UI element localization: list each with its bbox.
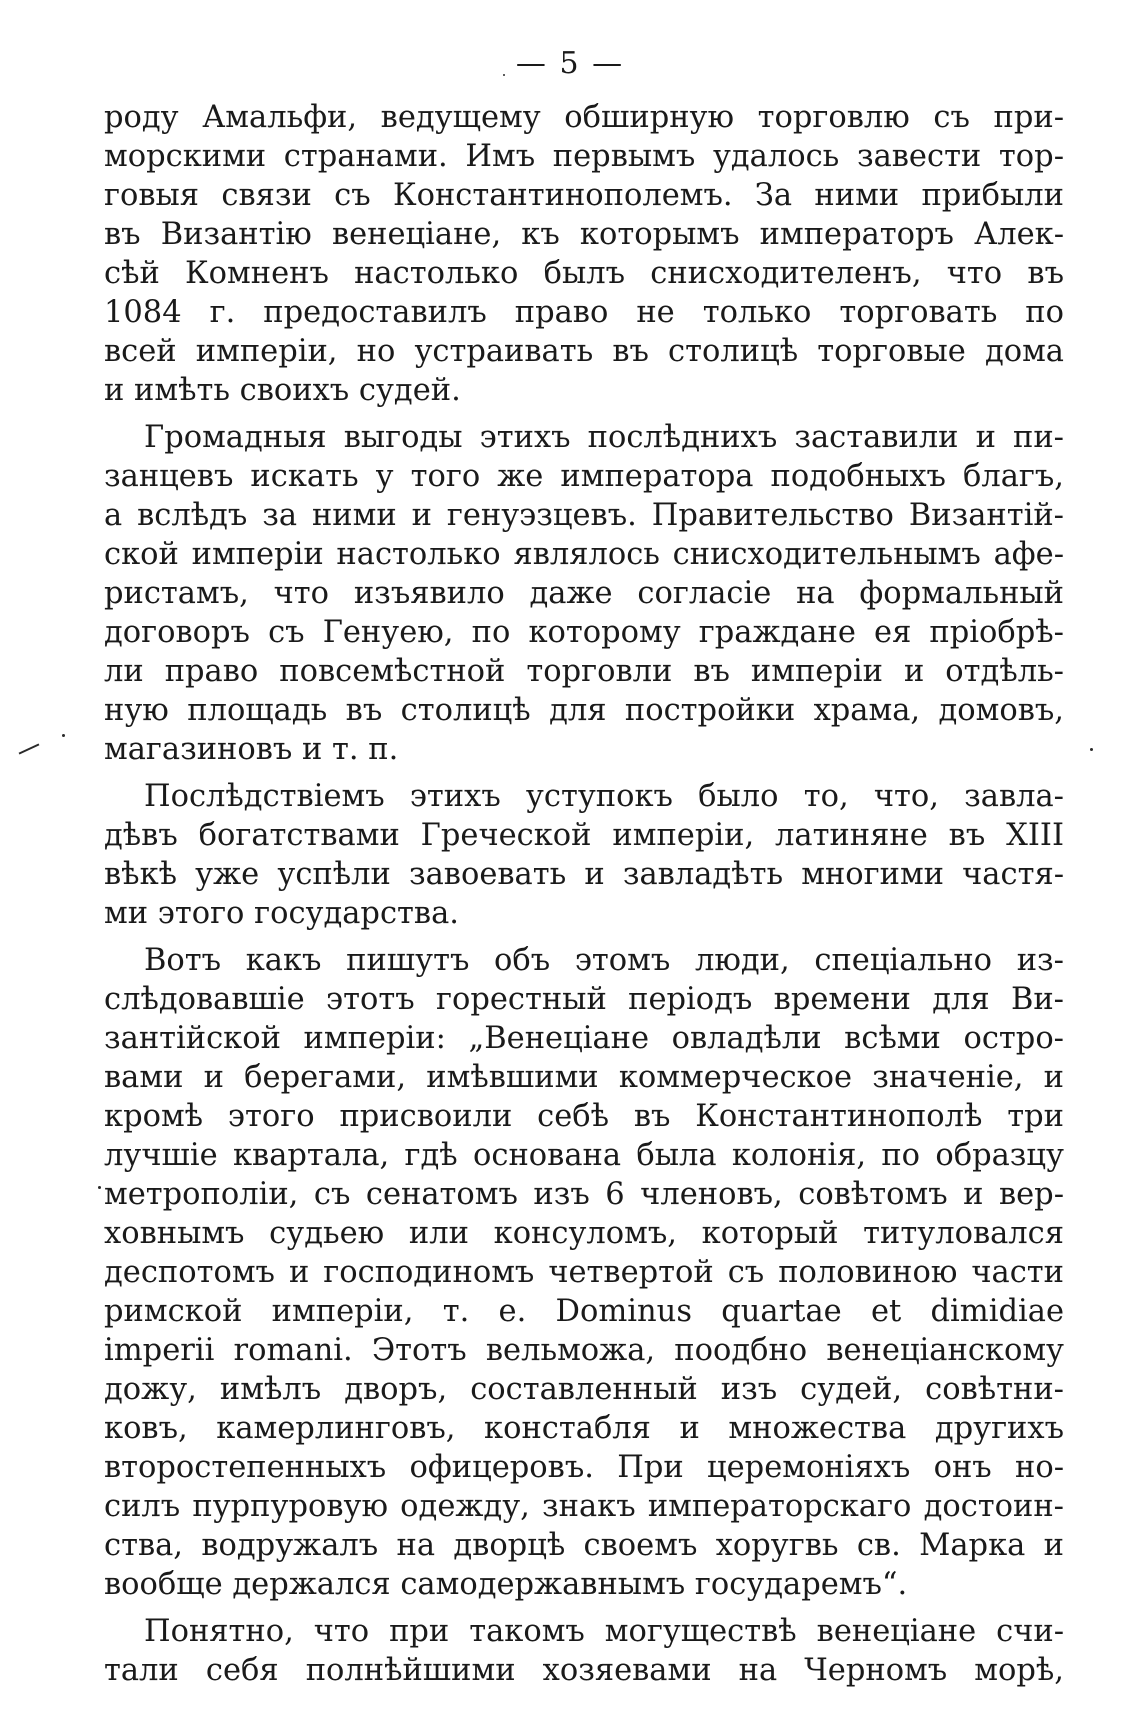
text-line: Понятно, что при такомъ могуществѣ венеціане счи- [144, 1614, 1064, 1649]
text-line: ми этого государства. [104, 896, 459, 931]
text-line: роду Амальфи, ведущему обширную торговлю съ при- [104, 100, 1064, 135]
page-number: — 5 — [515, 46, 625, 81]
header-dot-mark [503, 74, 505, 76]
text-line: второстепенныхъ офицеровъ. При церемоніяхъ онъ но- [104, 1450, 1064, 1485]
text-line: ристамъ, что изъявило даже согласіе на формальный [104, 576, 1064, 611]
margin-stroke-mark [19, 743, 40, 754]
text-line: а вслѣдъ за ними и генуэзцевъ. Правительство Византій- [104, 498, 1064, 533]
text-line: дожу, имѣлъ дворъ, составленный изъ судей, совѣтни- [104, 1372, 1064, 1407]
text-line: и имѣть своихъ судей. [104, 373, 461, 408]
body-text [104, 98, 1064, 1690]
text-line: кромѣ этого присвоили себѣ въ Константинополѣ три [104, 1099, 1064, 1134]
text-line: въ Византію венеціане, къ которымъ императоръ Алек- [104, 217, 1064, 252]
text-line: ства, водружалъ на дворцѣ своемъ хоругвь св. Марка и [104, 1528, 1064, 1563]
text-line: слѣдовавшіе этотъ горестный періодъ времени для Ви- [104, 982, 1064, 1017]
text-line: сѣй Комненъ настолько былъ снисходителенъ, что въ [104, 256, 1064, 291]
text-line: вѣкѣ уже успѣли завоевать и завладѣть многими частя- [104, 857, 1064, 892]
margin-dot-mark [98, 1186, 101, 1189]
paragraph-1 [104, 98, 1064, 410]
text-line: ную площадь въ столицѣ для постройки храма, домовъ, [104, 693, 1064, 728]
text-line: магазиновъ и т. п. [104, 732, 399, 767]
text-line: imperii romani. Этотъ вельможа, поодбно венеціанскому [104, 1333, 1064, 1368]
text-line: 1084 г. предоставилъ право не только торговать по [104, 295, 1064, 330]
text-line: лучшіе квартала, гдѣ основана была колонія, по образцу [104, 1138, 1064, 1173]
text-line: всей имперіи, но устраивать въ столицѣ торговые дома [104, 334, 1064, 369]
text-line: морскими странами. Имъ первымъ удалось завести тор- [104, 139, 1064, 174]
text-line: силъ пурпуровую одежду, знакъ императорскаго достоин- [104, 1489, 1064, 1524]
text-line: тали себя полнѣйшими хозяевами на Черномъ морѣ, [104, 1653, 1064, 1688]
text-line: занцевъ искать у того же императора подобныхъ благъ, [104, 459, 1064, 494]
text-line: Громадныя выгоды этихъ послѣднихъ заставили и пи- [144, 420, 1064, 455]
paragraph-5 [104, 1612, 1064, 1690]
text-line: деспотомъ и господиномъ четвертой съ половиною части [104, 1255, 1064, 1290]
paragraph-3 [104, 777, 1064, 933]
text-line: Послѣдствіемъ этихъ уступокъ было то, что, завла- [144, 779, 1064, 814]
text-line: ли право повсемѣстной торговли въ имперіи и отдѣль- [104, 654, 1064, 689]
text-line: ской имперіи настолько являлось снисходительнымъ афе- [104, 537, 1064, 572]
text-line: зантійской имперіи: „Венеціане овладѣли всѣми остро- [104, 1021, 1064, 1056]
text-line: Вотъ какъ пишутъ объ этомъ люди, спеціально из- [144, 943, 1064, 978]
text-line: метрополіи, съ сенатомъ изъ 6 членовъ, совѣтомъ и вер- [104, 1177, 1064, 1212]
paragraph-4 [104, 941, 1064, 1604]
text-line: договоръ съ Генуею, по которому граждане ея пріобрѣ- [104, 615, 1064, 650]
text-line: вообще держался самодержавнымъ государемъ“. [104, 1567, 908, 1602]
paragraph-2 [104, 418, 1064, 769]
text-line: ковъ, камерлинговъ, констабля и множества другихъ [104, 1411, 1064, 1446]
text-line: вами и берегами, имѣвшими коммерческое значеніе, и [104, 1060, 1064, 1095]
text-line: ховнымъ судьею или консуломъ, который титуловался [104, 1216, 1064, 1251]
text-line: римской имперіи, т. е. Dominus quartae et dimidiae [104, 1294, 1064, 1329]
margin-dot-mark [1090, 748, 1093, 751]
text-line: дѣвъ богатствами Греческой имперіи, латиняне въ XIII [104, 818, 1064, 853]
margin-dot-mark [62, 734, 65, 737]
text-line: говыя связи съ Константинополемъ. За ними прибыли [104, 178, 1064, 213]
